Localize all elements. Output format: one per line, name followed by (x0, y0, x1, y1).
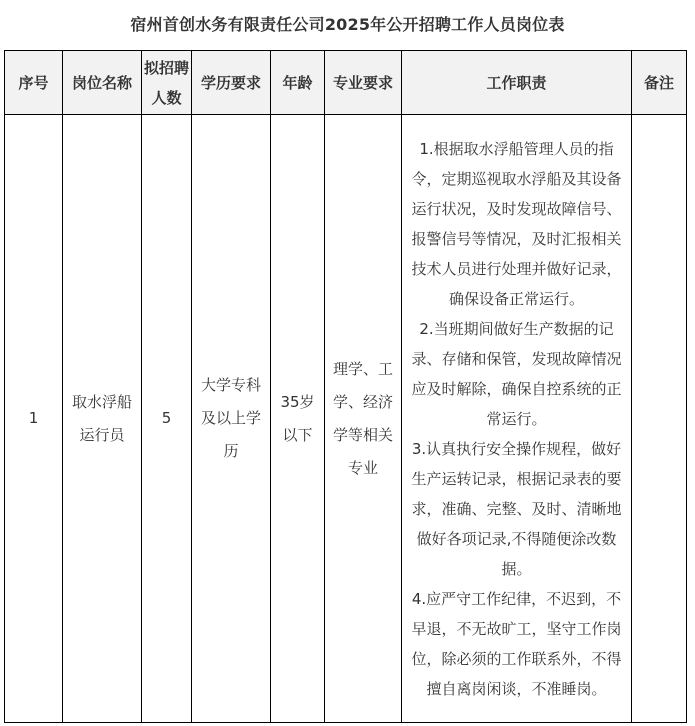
cell-major: 理学、工学、经济学等相关专业 (325, 115, 402, 723)
cell-notes (632, 115, 687, 723)
job-table (4, 50, 687, 723)
cell-education: 大学专科及以上学历 (192, 115, 271, 723)
header-notes: 备注 (632, 51, 687, 115)
cell-count: 5 (142, 115, 192, 723)
duty-item-3: 3.认真执行安全操作规程，做好生产运转记录，根据记录表的要求，准确、完整、及时、清晰地做好各项记录,不得随便涂改数据。 (411, 439, 622, 578)
cell-seq: 1 (5, 115, 63, 723)
header-duties: 工作职责 (402, 51, 632, 115)
header-age: 年龄 (271, 51, 325, 115)
duty-item-2: 2.当班期间做好生产数据的记录、存储和保管，发现故障情况应及时解除，确保自控系统的正常运行。 (411, 319, 622, 428)
table-row (5, 115, 687, 723)
header-position: 岗位名称 (63, 51, 142, 115)
table-header-row (5, 51, 687, 115)
header-count: 拟招聘人数 (142, 51, 192, 115)
cell-duties (402, 115, 632, 723)
header-major: 专业要求 (325, 51, 402, 115)
duty-item-1: 1.根据取水浮船管理人员的指令，定期巡视取水浮船及其设备运行状况，及时发现故障信号、报警信号等情况，及时汇报相关技术人员进行处理并做好记录，确保设备正常运行。 (411, 139, 622, 308)
duty-item-4: 4.应严守工作纪律，不迟到，不早退，不无故旷工，坚守工作岗位，除必须的工作联系外，不得擅自离岗闲谈，不准睡岗。 (411, 589, 622, 698)
header-education: 学历要求 (192, 51, 271, 115)
cell-age: 35岁以下 (271, 115, 325, 723)
header-seq: 序号 (5, 51, 63, 115)
cell-position: 取水浮船运行员 (63, 115, 142, 723)
page-title: 宿州首创水务有限责任公司2025年公开招聘工作人员岗位表 (130, 15, 565, 34)
